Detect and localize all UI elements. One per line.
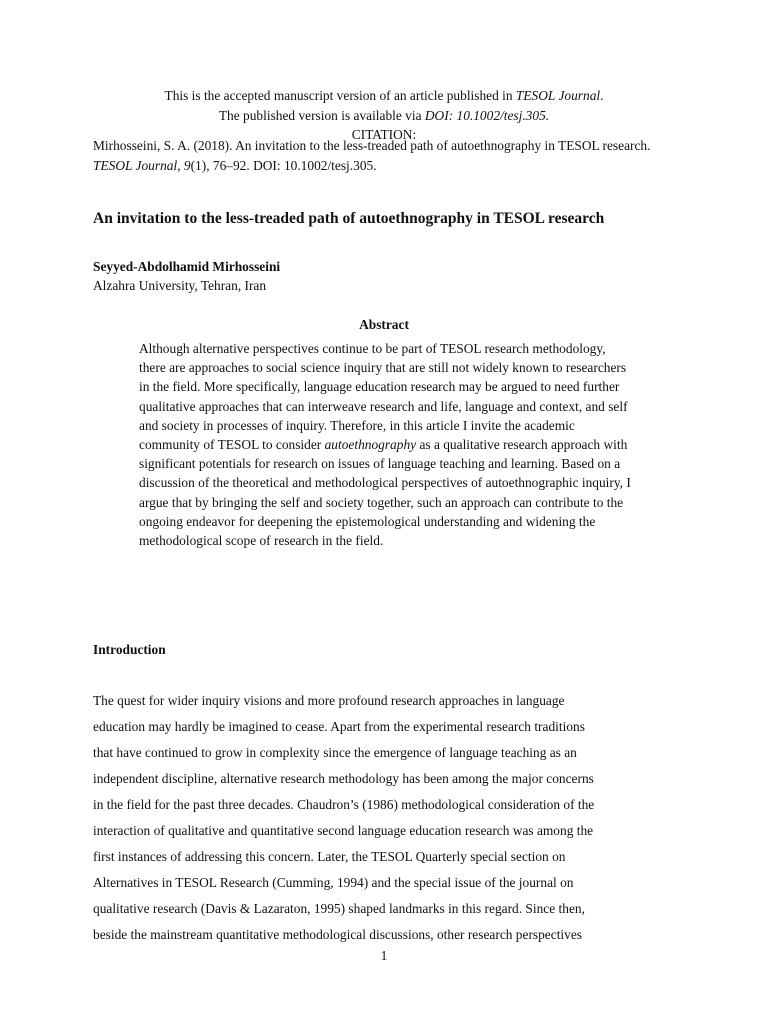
citation: Mirhosseini, S. A. (2018). An invitation to the less-treaded path of autoethnography in TESOL research. TESOL Journal, 9(1), 76–92. DOI: 10.1002/tesj.305. bbox=[93, 138, 651, 173]
text-line: first instances of addressing this concern. Later, the TESOL Quarterly special section on bbox=[93, 849, 566, 864]
text-line: education may hardly be imagined to cease. Apart from the experimental research traditions bbox=[93, 719, 585, 734]
author-name: Seyyed-Abdolhamid Mirhosseini bbox=[93, 259, 281, 274]
paper-title: An invitation to the less-treaded path of autoethnography in TESOL research bbox=[93, 210, 605, 227]
notice-line-2: The published version is available via DOI: 10.1002/tesj.305. bbox=[218, 107, 550, 123]
abstract-heading: Abstract bbox=[359, 317, 409, 332]
text-line: beside the mainstream quantitative methodological discussions, other research perspectives bbox=[93, 927, 582, 942]
page-number: 1 bbox=[380, 948, 388, 963]
introduction-paragraph bbox=[93, 688, 683, 948]
doi-link[interactable]: DOI: 10.1002/tesj.305. bbox=[424, 107, 550, 123]
citation-journal: TESOL Journal, 9 bbox=[93, 157, 191, 173]
citation-label: CITATION: bbox=[351, 127, 417, 142]
journal-name: TESOL Journal bbox=[515, 88, 601, 103]
text-line: Alternatives in TESOL Research (Cumming, 1994) and the special issue of the journal on bbox=[93, 875, 574, 890]
text-line: in the field for the past three decades. Chaudron’s (1986) methodological consideration of the bbox=[93, 797, 595, 812]
text-line: qualitative research (Davis & Lazaraton, 1995) shaped landmarks in this regard. Since then, bbox=[93, 901, 585, 916]
text-line: independent discipline, alternative research methodology has been among the major concerns bbox=[93, 771, 594, 786]
text-line: The quest for wider inquiry visions and more profound research approaches in language bbox=[93, 693, 565, 708]
text-line: that have continued to grow in complexity since the emergence of language teaching as an bbox=[93, 745, 577, 760]
author-affiliation: Alzahra University, Tehran, Iran bbox=[93, 278, 267, 293]
text-line: interaction of qualitative and quantitative second language education research was among the bbox=[93, 823, 594, 838]
abstract-text: Although alternative perspectives continue to be part of TESOL research methodology, there are approaches to social science inquiry that are still not widely known to researchers in the field. More specifically, language education research may be argued to need further qualitative approaches that can interweave research and life, language and context, and self and society in processes of inquiry. Therefore, in this article I invite the academic community of TESOL to consider autoethnography as a qualitative research approach with significant potentials for research on issues of language teaching and learning. Based on a discussion of the theoretical and methodological perspectives of autoethnographic inquiry, I argue that by bringing the self and society together, such an approach can contribute to the ongoing endeavor for deepening the epistemological understanding and widening the methodological scope of research in the field. bbox=[139, 341, 631, 549]
emphasized-term: autoethnography bbox=[324, 437, 417, 453]
section-heading-introduction: Introduction bbox=[93, 642, 166, 657]
notice-line-1: This is the accepted manuscript version of an article published in TESOL Journal. bbox=[164, 88, 604, 103]
